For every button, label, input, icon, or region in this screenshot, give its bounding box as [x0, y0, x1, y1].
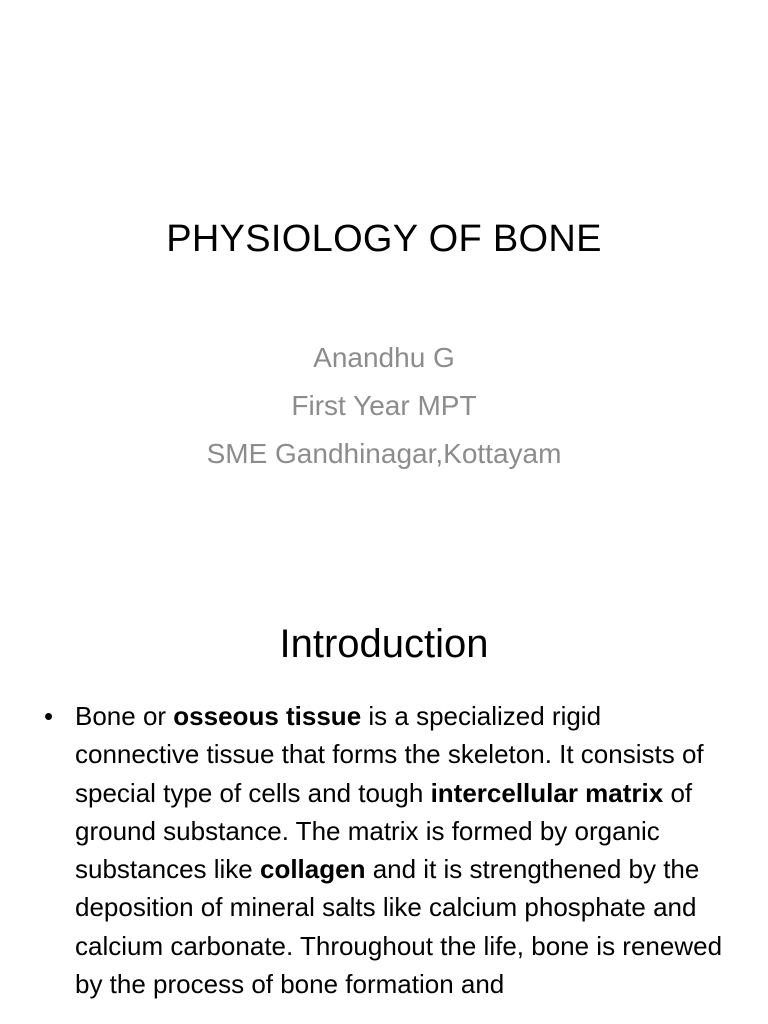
body-text: of ground substance. The matrix is formed by organic substances like: [75, 777, 693, 885]
author-name: Anandhu G: [313, 342, 455, 373]
bullet-item: [44, 697, 724, 1003]
slide-title: PHYSIOLOGY OF BONE: [166, 218, 602, 260]
term-collagen: collagen: [259, 854, 366, 885]
bullet-icon: •: [44, 701, 54, 731]
body-text: Bone or: [75, 701, 174, 731]
author-course: First Year MPT: [291, 390, 477, 421]
body-text: is a specialized rigid connective tissue that forms the skeleton. It consists of special type of cells and tough: [75, 701, 704, 808]
author-institution: SME Gandhinagar,Kottayam: [206, 438, 562, 469]
slide-subtitle: [0, 334, 768, 478]
introduction-slide: [0, 576, 768, 1024]
bullet-list: [44, 697, 724, 1003]
body-text: and it is strengthened by the deposition of mineral salts like calcium phosphate and calcium carbonate. Throughout the life, bone is renewed by the process of bone formation and: [75, 854, 723, 1000]
term-intercellular-matrix: intercellular matrix: [430, 777, 664, 808]
slide-heading: Introduction: [279, 622, 489, 666]
term-osseous-tissue: osseous tissue: [173, 701, 362, 731]
